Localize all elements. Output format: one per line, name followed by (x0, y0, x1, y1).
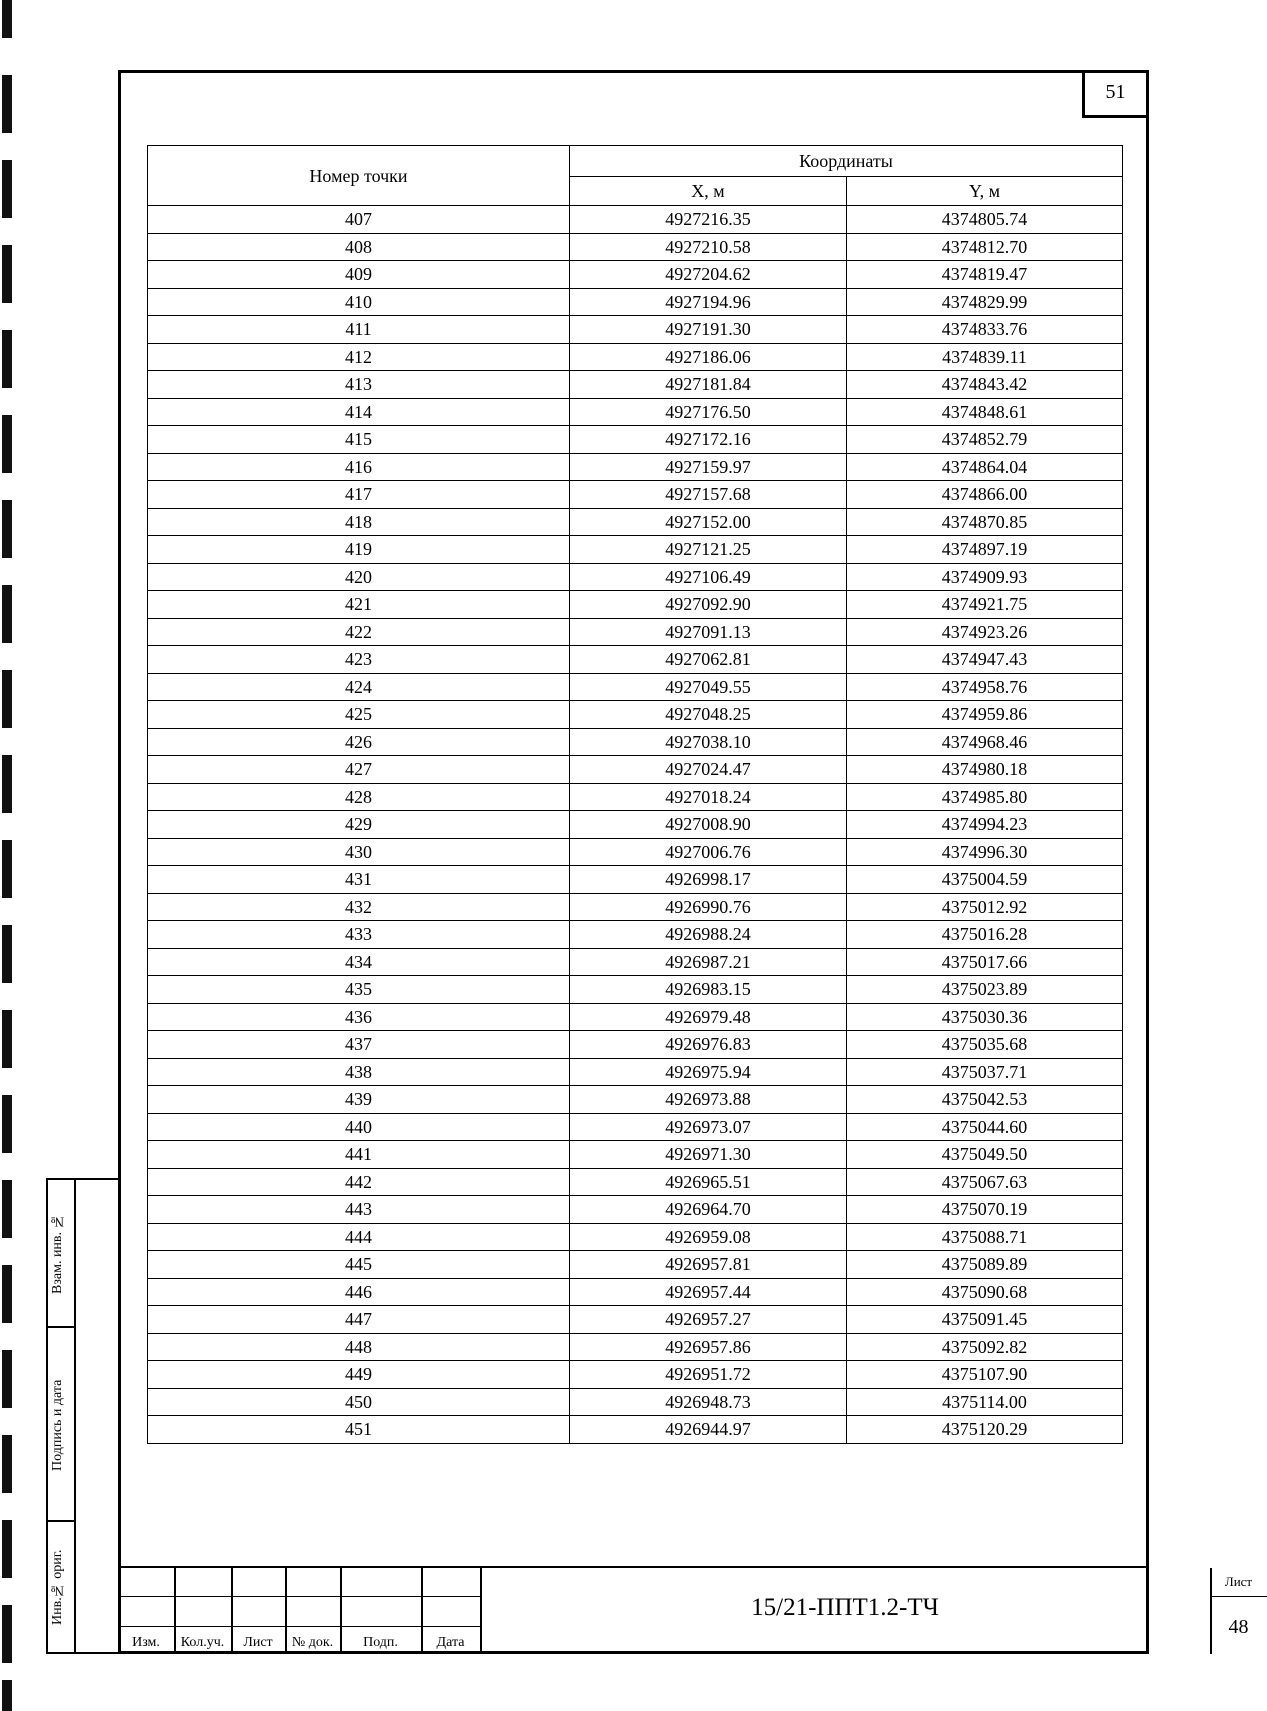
point-number-cell: 415 (148, 426, 570, 454)
y-coordinate-cell: 4374864.04 (847, 453, 1123, 481)
point-number-cell: 414 (148, 398, 570, 426)
table-row (148, 1416, 1123, 1444)
y-coordinate-cell: 4375092.82 (847, 1333, 1123, 1361)
table-row (148, 646, 1123, 674)
x-coordinate-cell: 4926990.76 (570, 893, 847, 921)
point-number-cell: 434 (148, 948, 570, 976)
stamp-ndok: № док. (291, 1635, 334, 1650)
y-coordinate-cell: 4374996.30 (847, 838, 1123, 866)
x-coordinate-cell: 4927204.62 (570, 261, 847, 289)
title-block (118, 1566, 1253, 1654)
point-number-cell: 438 (148, 1058, 570, 1086)
x-coordinate-cell: 4927172.16 (570, 426, 847, 454)
table-row (148, 1333, 1123, 1361)
point-number-cell: 443 (148, 1196, 570, 1224)
point-number-cell: 448 (148, 1333, 570, 1361)
point-number-cell: 447 (148, 1306, 570, 1334)
y-coordinate-cell: 4374819.47 (847, 261, 1123, 289)
point-number-cell: 408 (148, 233, 570, 261)
y-coordinate-cell: 4374994.23 (847, 811, 1123, 839)
stamp-izm: Изм. (132, 1635, 160, 1650)
point-number-cell: 417 (148, 481, 570, 509)
x-coordinate-cell: 4927152.00 (570, 508, 847, 536)
point-number-cell: 451 (148, 1416, 570, 1444)
point-number-cell: 410 (148, 288, 570, 316)
point-number-cell: 411 (148, 316, 570, 344)
side-stamp-vzam: Взам. инв. № (50, 1213, 65, 1295)
x-coordinate-cell: 4926951.72 (570, 1361, 847, 1389)
y-coordinate-cell: 4374897.19 (847, 536, 1123, 564)
table-row (148, 536, 1123, 564)
table-row (148, 1031, 1123, 1059)
y-coordinate-cell: 4374839.11 (847, 343, 1123, 371)
sheet-number: 48 (1228, 1616, 1249, 1638)
x-coordinate-cell: 4926987.21 (570, 948, 847, 976)
y-coordinate-cell: 4375091.45 (847, 1306, 1123, 1334)
y-coordinate-cell: 4374848.61 (847, 398, 1123, 426)
x-coordinate-cell: 4927091.13 (570, 618, 847, 646)
x-coordinate-cell: 4927049.55 (570, 673, 847, 701)
point-number-cell: 437 (148, 1031, 570, 1059)
x-coordinate-cell: 4927092.90 (570, 591, 847, 619)
table-row (148, 1086, 1123, 1114)
x-coordinate-cell: 4927018.24 (570, 783, 847, 811)
y-coordinate-cell: 4375016.28 (847, 921, 1123, 949)
table-row (148, 838, 1123, 866)
x-coordinate-cell: 4926957.27 (570, 1306, 847, 1334)
x-coordinate-cell: 4926957.86 (570, 1333, 847, 1361)
point-number-cell: 422 (148, 618, 570, 646)
table-row (148, 976, 1123, 1004)
y-coordinate-cell: 4374805.74 (847, 206, 1123, 234)
y-coordinate-cell: 4374921.75 (847, 591, 1123, 619)
y-coordinate-cell: 4375004.59 (847, 866, 1123, 894)
x-coordinate-cell: 4927006.76 (570, 838, 847, 866)
y-coordinate-cell: 4375120.29 (847, 1416, 1123, 1444)
y-coordinate-cell: 4374812.70 (847, 233, 1123, 261)
y-coordinate-cell: 4375023.89 (847, 976, 1123, 1004)
x-coordinate-cell: 4926957.81 (570, 1251, 847, 1279)
x-coordinate-cell: 4927157.68 (570, 481, 847, 509)
point-number-cell: 442 (148, 1168, 570, 1196)
point-number-cell: 428 (148, 783, 570, 811)
y-coordinate-cell: 4375037.71 (847, 1058, 1123, 1086)
y-coordinate-cell: 4374852.79 (847, 426, 1123, 454)
y-coordinate-cell: 4375042.53 (847, 1086, 1123, 1114)
table-row (148, 316, 1123, 344)
table-row (148, 261, 1123, 289)
table-row (148, 1141, 1123, 1169)
table-row (148, 1196, 1123, 1224)
point-number-cell: 440 (148, 1113, 570, 1141)
point-number-cell: 421 (148, 591, 570, 619)
point-number-cell: 425 (148, 701, 570, 729)
x-coordinate-cell: 4926975.94 (570, 1058, 847, 1086)
x-coordinate-cell: 4927048.25 (570, 701, 847, 729)
point-number-cell: 439 (148, 1086, 570, 1114)
stamp-podp: Подп. (363, 1635, 398, 1650)
x-coordinate-cell: 4926998.17 (570, 866, 847, 894)
y-coordinate-cell: 4374947.43 (847, 646, 1123, 674)
table-row (148, 233, 1123, 261)
x-coordinate-cell: 4927194.96 (570, 288, 847, 316)
table-row (148, 1278, 1123, 1306)
point-number-cell: 435 (148, 976, 570, 1004)
table-row (148, 426, 1123, 454)
table-row (148, 1361, 1123, 1389)
table-row (148, 783, 1123, 811)
x-coordinate-cell: 4927159.97 (570, 453, 847, 481)
table-row (148, 673, 1123, 701)
y-coordinate-cell: 4374909.93 (847, 563, 1123, 591)
y-coordinate-cell: 4375067.63 (847, 1168, 1123, 1196)
point-number-cell: 427 (148, 756, 570, 784)
x-coordinate-cell: 4926948.73 (570, 1388, 847, 1416)
x-coordinate-cell: 4927186.06 (570, 343, 847, 371)
y-coordinate-cell: 4374968.46 (847, 728, 1123, 756)
table-row (148, 343, 1123, 371)
y-coordinate-cell: 4374843.42 (847, 371, 1123, 399)
table-row (148, 893, 1123, 921)
point-number-cell: 423 (148, 646, 570, 674)
y-coordinate-cell: 4374870.85 (847, 508, 1123, 536)
y-coordinate-cell: 4374866.00 (847, 481, 1123, 509)
point-number-cell: 426 (148, 728, 570, 756)
table-row (148, 811, 1123, 839)
table-row (148, 563, 1123, 591)
table-row (148, 1168, 1123, 1196)
y-coordinate-cell: 4374958.76 (847, 673, 1123, 701)
point-number-cell: 432 (148, 893, 570, 921)
x-coordinate-cell: 4926973.88 (570, 1086, 847, 1114)
table-row (148, 371, 1123, 399)
side-stamp (46, 1178, 118, 1654)
y-coordinate-cell: 4374923.26 (847, 618, 1123, 646)
x-coordinate-cell: 4927210.58 (570, 233, 847, 261)
y-coordinate-cell: 4374985.80 (847, 783, 1123, 811)
side-stamp-inv: Инв.№ ориг. (50, 1549, 65, 1625)
point-number-cell: 444 (148, 1223, 570, 1251)
table-row (148, 728, 1123, 756)
sheet-label: Лист (1224, 1574, 1253, 1589)
table-row (148, 1306, 1123, 1334)
header-x: X, м (570, 177, 847, 206)
x-coordinate-cell: 4927191.30 (570, 316, 847, 344)
x-coordinate-cell: 4927106.49 (570, 563, 847, 591)
x-coordinate-cell: 4926976.83 (570, 1031, 847, 1059)
point-number-cell: 430 (148, 838, 570, 866)
table-row (148, 591, 1123, 619)
point-number-cell: 416 (148, 453, 570, 481)
page-number-top: 51 (1082, 70, 1149, 118)
point-number-cell: 449 (148, 1361, 570, 1389)
y-coordinate-cell: 4375089.89 (847, 1251, 1123, 1279)
point-number-cell: 420 (148, 563, 570, 591)
table-row (148, 288, 1123, 316)
y-coordinate-cell: 4375107.90 (847, 1361, 1123, 1389)
document-code: 15/21-ППТ1.2-ТЧ (751, 1594, 939, 1621)
point-number-cell: 431 (148, 866, 570, 894)
table-row (148, 618, 1123, 646)
y-coordinate-cell: 4375114.00 (847, 1388, 1123, 1416)
y-coordinate-cell: 4374959.86 (847, 701, 1123, 729)
point-number-cell: 413 (148, 371, 570, 399)
point-number-cell: 436 (148, 1003, 570, 1031)
stamp-kol: Кол.уч. (180, 1635, 225, 1650)
table-row (148, 1003, 1123, 1031)
y-coordinate-cell: 4375030.36 (847, 1003, 1123, 1031)
y-coordinate-cell: 4375017.66 (847, 948, 1123, 976)
point-number-cell: 433 (148, 921, 570, 949)
x-coordinate-cell: 4927038.10 (570, 728, 847, 756)
side-stamp-podpis: Подпись и дата (50, 1379, 65, 1471)
stamp-list: Лист (243, 1635, 273, 1650)
x-coordinate-cell: 4926957.44 (570, 1278, 847, 1306)
y-coordinate-cell: 4375088.71 (847, 1223, 1123, 1251)
table-row (148, 481, 1123, 509)
point-number-cell: 445 (148, 1251, 570, 1279)
table-row (148, 453, 1123, 481)
point-number-cell: 429 (148, 811, 570, 839)
x-coordinate-cell: 4927216.35 (570, 206, 847, 234)
x-coordinate-cell: 4926971.30 (570, 1141, 847, 1169)
table-row (148, 206, 1123, 234)
x-coordinate-cell: 4926944.97 (570, 1416, 847, 1444)
header-y: Y, м (847, 177, 1123, 206)
table-row (148, 701, 1123, 729)
x-coordinate-cell: 4927181.84 (570, 371, 847, 399)
table-row (148, 1388, 1123, 1416)
y-coordinate-cell: 4374829.99 (847, 288, 1123, 316)
x-coordinate-cell: 4927024.47 (570, 756, 847, 784)
header-coordinates: Координаты (570, 146, 1123, 177)
x-coordinate-cell: 4926965.51 (570, 1168, 847, 1196)
point-number-cell: 450 (148, 1388, 570, 1416)
table-row (148, 948, 1123, 976)
table-row (148, 1223, 1123, 1251)
y-coordinate-cell: 4374833.76 (847, 316, 1123, 344)
x-coordinate-cell: 4927121.25 (570, 536, 847, 564)
y-coordinate-cell: 4375090.68 (847, 1278, 1123, 1306)
y-coordinate-cell: 4375044.60 (847, 1113, 1123, 1141)
header-point-number: Номер точки (148, 146, 570, 206)
y-coordinate-cell: 4375070.19 (847, 1196, 1123, 1224)
table-row (148, 866, 1123, 894)
x-coordinate-cell: 4926988.24 (570, 921, 847, 949)
table-row (148, 1058, 1123, 1086)
x-coordinate-cell: 4926964.70 (570, 1196, 847, 1224)
y-coordinate-cell: 4375035.68 (847, 1031, 1123, 1059)
coordinates-table (147, 145, 1123, 1444)
y-coordinate-cell: 4374980.18 (847, 756, 1123, 784)
point-number-cell: 446 (148, 1278, 570, 1306)
point-number-cell: 407 (148, 206, 570, 234)
table-row (148, 756, 1123, 784)
y-coordinate-cell: 4375049.50 (847, 1141, 1123, 1169)
table-row (148, 1113, 1123, 1141)
table-row (148, 921, 1123, 949)
table-row (148, 1251, 1123, 1279)
point-number-cell: 412 (148, 343, 570, 371)
x-coordinate-cell: 4927008.90 (570, 811, 847, 839)
y-coordinate-cell: 4375012.92 (847, 893, 1123, 921)
point-number-cell: 424 (148, 673, 570, 701)
x-coordinate-cell: 4926959.08 (570, 1223, 847, 1251)
stamp-data: Дата (436, 1635, 465, 1650)
point-number-cell: 419 (148, 536, 570, 564)
x-coordinate-cell: 4926973.07 (570, 1113, 847, 1141)
x-coordinate-cell: 4927062.81 (570, 646, 847, 674)
point-number-cell: 409 (148, 261, 570, 289)
point-number-cell: 441 (148, 1141, 570, 1169)
point-number-cell: 418 (148, 508, 570, 536)
table-row (148, 508, 1123, 536)
x-coordinate-cell: 4927176.50 (570, 398, 847, 426)
x-coordinate-cell: 4926983.15 (570, 976, 847, 1004)
x-coordinate-cell: 4926979.48 (570, 1003, 847, 1031)
table-row (148, 398, 1123, 426)
